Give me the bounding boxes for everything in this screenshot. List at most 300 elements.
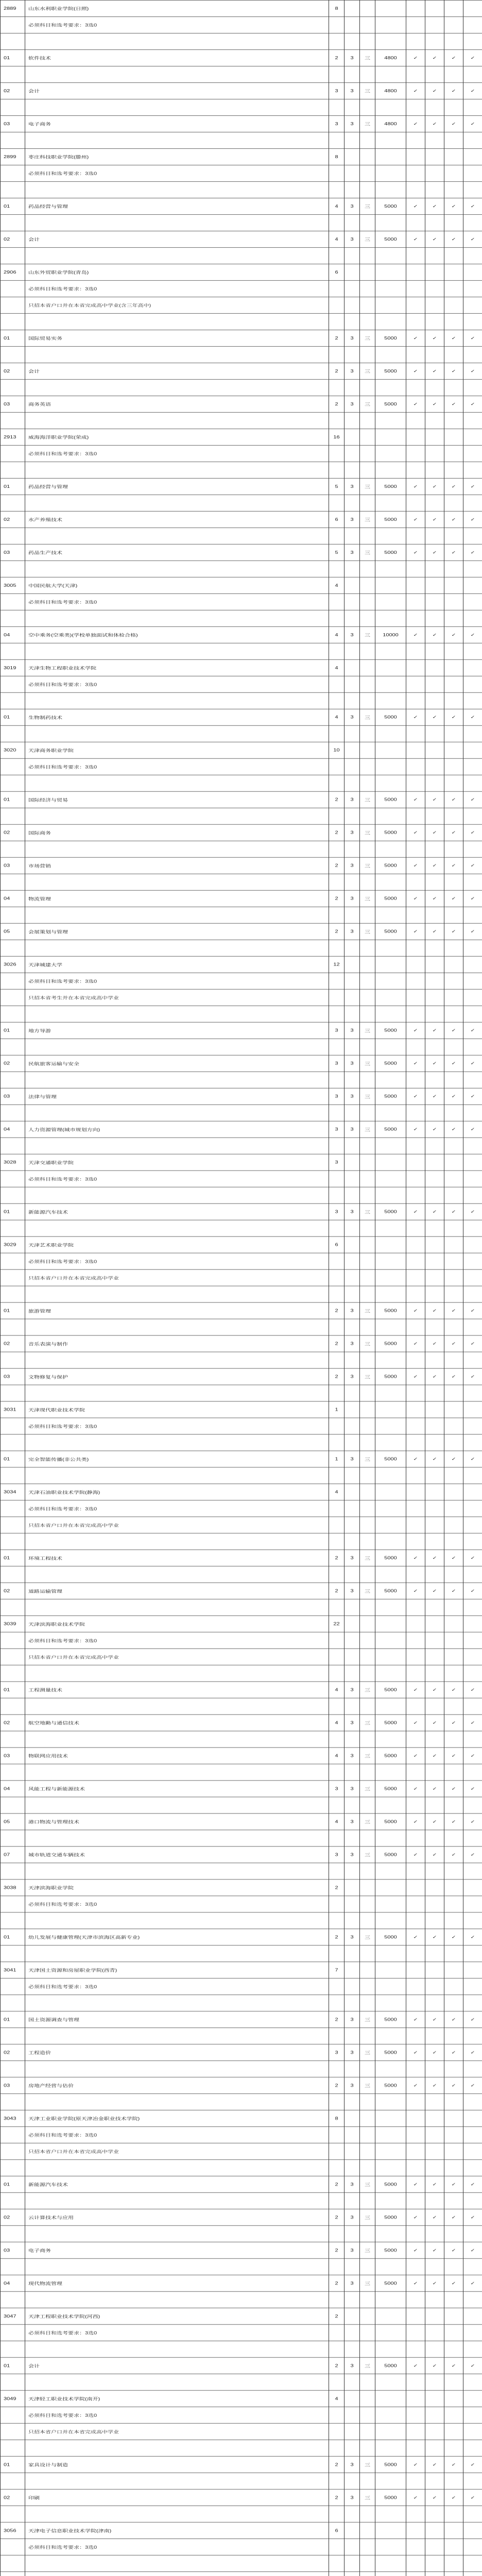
empty-cell (360, 1962, 375, 1978)
empty-cell (25, 1319, 329, 1335)
empty-cell (25, 1665, 329, 1682)
empty-cell (345, 1401, 360, 1418)
major-years: 3 (345, 544, 360, 561)
empty-cell (375, 165, 406, 181)
empty-cell (375, 1616, 406, 1632)
empty-cell (444, 1154, 463, 1171)
empty-cell (463, 1879, 482, 1896)
spacer-row (1, 346, 482, 363)
empty-cell (425, 2226, 444, 2242)
empty-cell (360, 1632, 375, 1649)
empty-cell (406, 1945, 425, 1962)
empty-cell (375, 1253, 406, 1269)
empty-cell (463, 1830, 482, 1846)
empty-cell (345, 561, 360, 577)
check-mark: ✓ (406, 1715, 425, 1731)
empty-cell (406, 1467, 425, 1484)
empty-cell (425, 643, 444, 659)
major-years: 3 (345, 396, 360, 412)
check-mark: ✓ (463, 478, 482, 495)
empty-cell (345, 1978, 360, 1995)
empty-cell (329, 1533, 345, 1550)
empty-cell (425, 2292, 444, 2308)
empty-cell (360, 181, 375, 198)
empty-cell (444, 165, 463, 181)
requirement-row (1, 1978, 482, 1995)
empty-cell (463, 1500, 482, 1517)
spacer-row (1, 1006, 482, 1022)
empty-cell (463, 1764, 482, 1781)
empty-cell (1, 2341, 25, 2358)
empty-cell (425, 940, 444, 956)
major-years: 3 (345, 2489, 360, 2506)
empty-cell (345, 989, 360, 1006)
empty-cell (375, 2193, 406, 2209)
major-level: 三 (360, 2358, 375, 2374)
major-plan-count: 4 (329, 1682, 345, 1698)
major-name: 法律与管理 (25, 1088, 329, 1105)
empty-cell (425, 2028, 444, 2044)
major-row (1, 1088, 482, 1105)
institution-name: 天津交通职业学院 (25, 1154, 329, 1171)
empty-cell (329, 16, 345, 33)
empty-cell (345, 0, 360, 16)
institution-plan-count: 16 (329, 429, 345, 445)
major-level: 三 (360, 1814, 375, 1830)
check-mark: ✓ (444, 82, 463, 99)
empty-cell (444, 2555, 463, 2572)
requirement-row (1, 1253, 482, 1269)
major-plan-count: 2 (329, 2456, 345, 2473)
empty-cell (25, 692, 329, 709)
major-name: 会计 (25, 2358, 329, 2374)
empty-cell (345, 2424, 360, 2440)
requirement-row (1, 2127, 482, 2143)
empty-cell (425, 528, 444, 544)
check-mark: ✓ (463, 2044, 482, 2061)
check-mark (406, 2572, 425, 2576)
major-name: 航空地勤与通信技术 (25, 1715, 329, 1731)
spacer-row (1, 907, 482, 923)
major-name: 新能源汽车技术 (25, 1204, 329, 1220)
spacer-row (1, 132, 482, 148)
empty-cell (1, 2555, 25, 2572)
institution-code: 3005 (1, 577, 25, 594)
empty-cell (444, 1418, 463, 1434)
empty-cell (425, 1253, 444, 1269)
spacer-row (1, 247, 482, 264)
spacer-row (1, 1352, 482, 1368)
empty-cell (329, 412, 345, 429)
institution-row (1, 1154, 482, 1171)
check-mark: ✓ (444, 890, 463, 907)
empty-cell (406, 676, 425, 692)
major-years: 3 (345, 1055, 360, 1072)
empty-cell (329, 1171, 345, 1187)
empty-cell (360, 445, 375, 462)
check-mark: ✓ (406, 2242, 425, 2259)
empty-cell (329, 495, 345, 511)
major-name: 新能源汽车技术 (25, 2176, 329, 2193)
check-mark: ✓ (463, 1846, 482, 1863)
empty-cell (444, 2061, 463, 2077)
empty-cell (444, 2506, 463, 2522)
empty-cell (360, 1220, 375, 1236)
empty-cell (25, 940, 329, 956)
check-mark: ✓ (406, 1781, 425, 1797)
empty-cell (425, 1154, 444, 1171)
major-row (1, 1846, 482, 1863)
empty-cell (375, 247, 406, 264)
empty-cell (444, 1253, 463, 1269)
empty-cell (329, 1797, 345, 1814)
empty-cell (425, 280, 444, 297)
empty-cell (463, 758, 482, 775)
empty-cell (329, 2341, 345, 2358)
check-mark: ✓ (425, 231, 444, 247)
empty-cell (345, 1731, 360, 1748)
empty-cell (375, 1731, 406, 1748)
empty-cell (1, 775, 25, 791)
major-code (1, 2572, 25, 2576)
check-mark: ✓ (406, 1335, 425, 1352)
major-name: 人力资源管理(城市规划方向) (25, 1121, 329, 1138)
empty-cell (1, 1533, 25, 1550)
empty-cell (425, 1533, 444, 1550)
empty-cell (463, 379, 482, 396)
empty-cell (425, 1731, 444, 1748)
check-mark: ✓ (463, 626, 482, 643)
empty-cell (360, 973, 375, 989)
empty-cell (375, 1764, 406, 1781)
empty-cell (360, 1797, 375, 1814)
empty-cell (444, 1484, 463, 1500)
requirement-row (1, 676, 482, 692)
empty-cell (375, 1533, 406, 1550)
institution-name: 天津商务职业学院 (25, 742, 329, 758)
subject-requirement: 必须科目和选考要求：3选0 (25, 973, 329, 989)
empty-cell (375, 1434, 406, 1451)
empty-cell (345, 1896, 360, 1912)
major-level: 三 (360, 1302, 375, 1319)
check-mark: ✓ (463, 544, 482, 561)
spacer-row (1, 1995, 482, 2011)
empty-cell (406, 1797, 425, 1814)
empty-cell (463, 1154, 482, 1171)
empty-cell (463, 33, 482, 49)
empty-cell (329, 2061, 345, 2077)
check-mark: ✓ (406, 1583, 425, 1599)
check-mark: ✓ (463, 709, 482, 725)
empty-cell (406, 725, 425, 742)
empty-cell (345, 1649, 360, 1665)
empty-cell (425, 165, 444, 181)
major-name: 会展策划与管理 (25, 923, 329, 940)
major-fee: 10000 (375, 626, 406, 643)
institution-row (1, 1879, 482, 1896)
check-mark: ✓ (463, 2209, 482, 2226)
check-mark: ✓ (406, 709, 425, 725)
major-name: 物流管理 (25, 890, 329, 907)
empty-cell (360, 2522, 375, 2539)
major-row (1, 1715, 482, 1731)
empty-cell (444, 1385, 463, 1401)
empty-cell (345, 874, 360, 890)
empty-cell (406, 2110, 425, 2127)
empty-cell (375, 2292, 406, 2308)
empty-cell (406, 1962, 425, 1978)
major-row (1, 2358, 482, 2374)
empty-cell (329, 1863, 345, 1879)
check-mark: ✓ (444, 115, 463, 132)
empty-cell (463, 2110, 482, 2127)
spacer-row (1, 1830, 482, 1846)
major-level: 三 (360, 396, 375, 412)
empty-cell (1, 692, 25, 709)
empty-cell (406, 429, 425, 445)
empty-cell (1, 181, 25, 198)
empty-cell (406, 99, 425, 115)
major-years: 3 (345, 2044, 360, 2061)
check-mark: ✓ (406, 1055, 425, 1072)
check-mark: ✓ (425, 1781, 444, 1797)
empty-cell (360, 1566, 375, 1583)
empty-cell (444, 1434, 463, 1451)
major-fee: 5000 (375, 198, 406, 214)
major-row (1, 1451, 482, 1467)
empty-cell (425, 132, 444, 148)
major-plan-count: 2 (329, 2209, 345, 2226)
major-row (1, 791, 482, 808)
institution-plan-count: 6 (329, 2522, 345, 2539)
major-level: 三 (360, 82, 375, 99)
major-years: 3 (345, 330, 360, 346)
empty-cell (1, 1105, 25, 1121)
empty-cell (463, 2440, 482, 2456)
major-years: 3 (345, 1204, 360, 1220)
empty-cell (1, 16, 25, 33)
empty-cell (360, 1500, 375, 1517)
empty-cell (444, 1171, 463, 1187)
check-mark (444, 2572, 463, 2576)
empty-cell (1, 2160, 25, 2176)
check-mark: ✓ (425, 1682, 444, 1698)
empty-cell (444, 2473, 463, 2489)
empty-cell (444, 610, 463, 626)
empty-cell (329, 775, 345, 791)
check-mark (425, 2572, 444, 2576)
major-level: 三 (360, 1550, 375, 1566)
empty-cell (329, 1105, 345, 1121)
empty-cell (25, 1566, 329, 1583)
empty-cell (25, 346, 329, 363)
check-mark: ✓ (444, 1204, 463, 1220)
empty-cell (360, 1879, 375, 1896)
major-fee: 5000 (375, 890, 406, 907)
major-row (1, 330, 482, 346)
empty-cell (360, 676, 375, 692)
empty-cell (25, 1533, 329, 1550)
empty-cell (463, 775, 482, 791)
empty-cell (375, 1236, 406, 1253)
check-mark: ✓ (406, 1846, 425, 1863)
empty-cell (360, 379, 375, 396)
empty-cell (360, 528, 375, 544)
empty-cell (444, 1731, 463, 1748)
major-code: 03 (1, 2242, 25, 2259)
empty-cell (345, 1863, 360, 1879)
note-row (1, 2143, 482, 2160)
empty-cell (360, 725, 375, 742)
empty-cell (444, 2539, 463, 2555)
empty-cell (375, 181, 406, 198)
empty-cell (360, 214, 375, 231)
spacer-row (1, 214, 482, 231)
major-name: 市场营销 (25, 857, 329, 874)
empty-cell (360, 1236, 375, 1253)
empty-cell (425, 594, 444, 610)
empty-cell (425, 346, 444, 363)
empty-cell (25, 2292, 329, 2308)
empty-cell (444, 989, 463, 1006)
empty-cell (25, 1698, 329, 1715)
major-fee: 5000 (375, 1204, 406, 1220)
empty-cell (375, 1500, 406, 1517)
empty-cell (329, 808, 345, 824)
empty-cell (345, 181, 360, 198)
empty-cell (463, 1385, 482, 1401)
empty-cell (375, 1797, 406, 1814)
major-years: 3 (345, 1929, 360, 1945)
major-code: 02 (1, 1335, 25, 1352)
spacer-row (1, 2094, 482, 2110)
major-years: 3 (345, 791, 360, 808)
major-years: 3 (345, 1451, 360, 1467)
empty-cell (444, 742, 463, 758)
empty-cell (1, 808, 25, 824)
empty-cell (444, 1500, 463, 1517)
major-plan-count: 2 (329, 2358, 345, 2374)
empty-cell (360, 2143, 375, 2160)
check-mark: ✓ (444, 791, 463, 808)
empty-cell (329, 907, 345, 923)
empty-cell (425, 659, 444, 676)
institution-name: 威海海洋职业学院(荣成) (25, 429, 329, 445)
major-level: 三 (360, 857, 375, 874)
empty-cell (406, 1418, 425, 1434)
empty-cell (1, 1830, 25, 1846)
empty-cell (360, 313, 375, 330)
empty-cell (463, 165, 482, 181)
major-code: 03 (1, 1088, 25, 1105)
empty-cell (360, 1517, 375, 1533)
major-name: 完全智能传播(非公共类) (25, 1451, 329, 1467)
empty-cell (463, 16, 482, 33)
empty-cell (425, 16, 444, 33)
empty-cell (345, 462, 360, 478)
check-mark: ✓ (444, 2176, 463, 2193)
major-plan-count: 2 (329, 1335, 345, 1352)
major-row (1, 1368, 482, 1385)
empty-cell (425, 775, 444, 791)
institution-row (1, 659, 482, 676)
empty-cell (360, 1896, 375, 1912)
institution-row (1, 1962, 482, 1978)
institution-code: 3038 (1, 1879, 25, 1896)
major-years: 3 (345, 2456, 360, 2473)
empty-cell (25, 1863, 329, 1879)
empty-cell (375, 1698, 406, 1715)
empty-cell (425, 1467, 444, 1484)
check-mark: ✓ (425, 1583, 444, 1599)
major-code: 01 (1, 2011, 25, 2028)
empty-cell (444, 940, 463, 956)
major-fee: 5000 (375, 1583, 406, 1599)
empty-cell (345, 1599, 360, 1616)
empty-cell (25, 2506, 329, 2522)
major-row (1, 2275, 482, 2292)
major-row (1, 2242, 482, 2259)
empty-cell (345, 2028, 360, 2044)
check-mark: ✓ (463, 511, 482, 528)
major-years: 3 (345, 2077, 360, 2094)
empty-cell (375, 1072, 406, 1088)
empty-cell (463, 1401, 482, 1418)
empty-cell (425, 313, 444, 330)
check-mark: ✓ (425, 1748, 444, 1764)
empty-cell (345, 2506, 360, 2522)
major-fee: 5000 (375, 1121, 406, 1138)
check-mark: ✓ (425, 49, 444, 66)
check-mark: ✓ (463, 1929, 482, 1945)
empty-cell (463, 2391, 482, 2407)
empty-cell (360, 692, 375, 709)
empty-cell (1, 1138, 25, 1154)
requirement-row (1, 16, 482, 33)
empty-cell (329, 2440, 345, 2456)
empty-cell (444, 1352, 463, 1368)
empty-cell (360, 2506, 375, 2522)
check-mark: ✓ (463, 49, 482, 66)
empty-cell (345, 495, 360, 511)
major-row (1, 1550, 482, 1566)
empty-cell (375, 1154, 406, 1171)
empty-cell (463, 2160, 482, 2176)
major-level: 三 (360, 1368, 375, 1385)
check-mark: ✓ (463, 1368, 482, 1385)
major-fee: 5000 (375, 2044, 406, 2061)
major-code: 03 (1, 2077, 25, 2094)
empty-cell (425, 874, 444, 890)
empty-cell (1, 973, 25, 989)
empty-cell (1, 280, 25, 297)
empty-cell (329, 2028, 345, 2044)
empty-cell (25, 1072, 329, 1088)
empty-cell (375, 2555, 406, 2572)
check-mark: ✓ (425, 511, 444, 528)
empty-cell (463, 412, 482, 429)
major-plan-count: 2 (329, 1368, 345, 1385)
empty-cell (360, 264, 375, 280)
enrollment-note: 只招本省户口并在本省完成高中学业 (25, 2143, 329, 2160)
major-code: 02 (1, 511, 25, 528)
empty-cell (463, 1517, 482, 1533)
spacer-row (1, 1039, 482, 1055)
major-plan-count: 4 (329, 1814, 345, 1830)
enrollment-note: 只招本省户口并在本省完成高中学业 (25, 1649, 329, 1665)
empty-cell (463, 841, 482, 857)
empty-cell (444, 1830, 463, 1846)
